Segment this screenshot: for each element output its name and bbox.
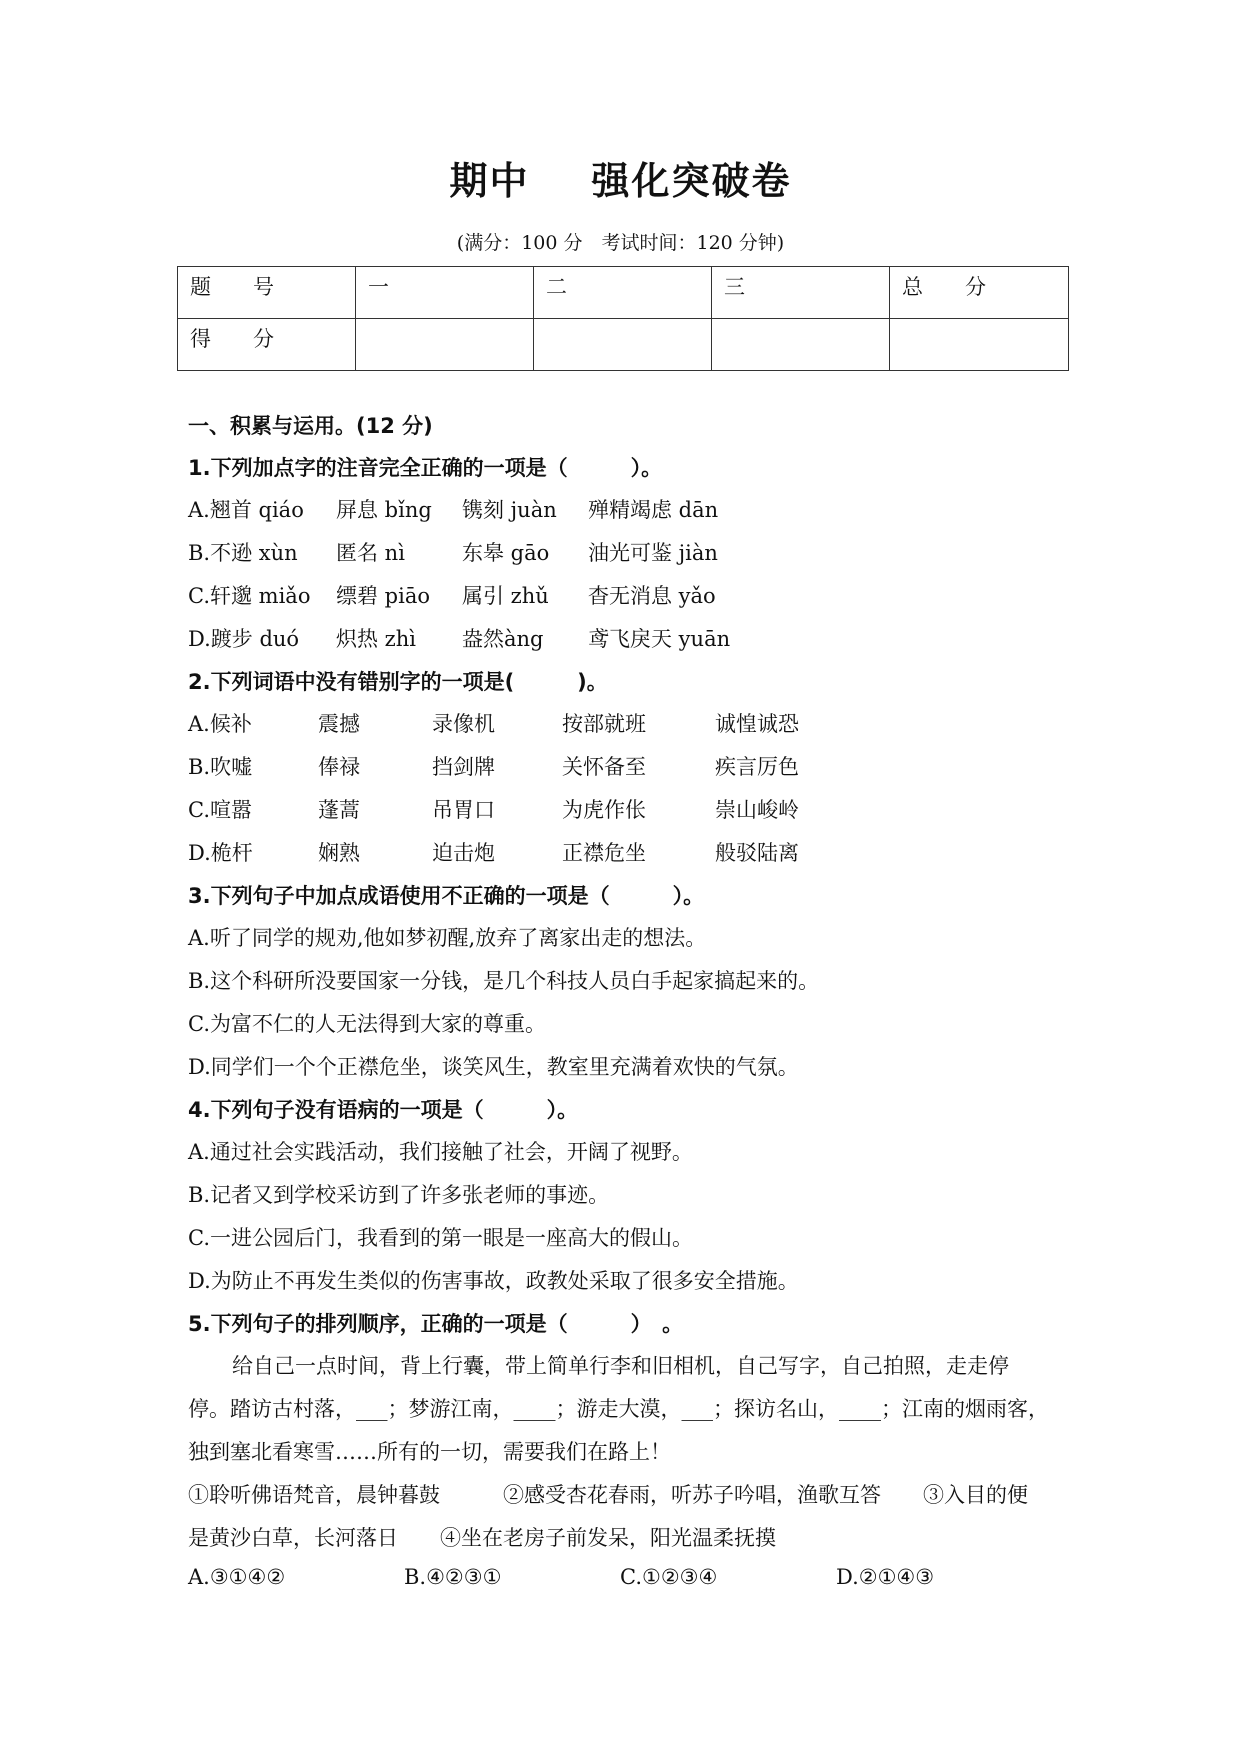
option-item: 崇山峻岭: [715, 798, 799, 822]
score-table-header-row: [178, 267, 1069, 319]
option-item: 录像机: [432, 712, 495, 736]
option-item: 为虎作伥: [562, 798, 646, 822]
option-item: A.翘首 qiáo: [188, 498, 304, 522]
exam-title: [0, 150, 1241, 205]
title-part2: 强化突破卷: [591, 158, 792, 203]
option-item: D.踱步 duó: [188, 627, 300, 651]
option-line: B.记者又到学校采访到了许多张老师的事迹。: [188, 1183, 610, 1207]
option-line: A.通过社会实践活动，我们接触了社会，开阔了视野。: [188, 1140, 693, 1164]
option-item: 匿名 nì: [336, 541, 405, 565]
question-stem: 3.下列句子中加点成语使用不正确的一项是（ ）。: [188, 884, 705, 908]
option-item: 按部就班: [562, 712, 646, 736]
option-item: B.不逊 xùn: [188, 541, 298, 565]
title-part1: 期中: [449, 158, 530, 203]
score-header-cell: 二: [534, 267, 712, 319]
option-line: D.同学们一个个正襟危坐，谈笑风生，教室里充满着欢快的气氛。: [188, 1055, 799, 1079]
score-cell: [534, 319, 712, 371]
score-table-score-row: [178, 319, 1069, 371]
option-item: 蓬蒿: [318, 798, 360, 822]
score-header-cell: 三: [712, 267, 890, 319]
option-item: B.吹嘘: [188, 755, 253, 779]
option-item: 吊胃口: [432, 798, 495, 822]
option-item: 屏息 bǐng: [336, 498, 432, 522]
score-cell: [712, 319, 890, 371]
items-line: 是黄沙白草，长河落日 ④坐在老房子前发呆，阳光温柔抚摸: [188, 1526, 776, 1550]
passage-line: 停。踏访古村落，___；梦游江南，____；游走大漠，___；探访名山，____；江南的烟雨客，: [188, 1397, 1049, 1421]
option-item: 娴熟: [318, 841, 360, 865]
option-line: C.一进公园后门，我看到的第一眼是一座高大的假山。: [188, 1226, 693, 1250]
option-line: A.听了同学的规劝,他如梦初醒,放弃了离家出走的想法。: [188, 926, 707, 950]
option-item: 诚惶诚恐: [715, 712, 799, 736]
score-header-cell: 总 分: [890, 267, 1069, 319]
option-item: 鸢飞戾天 yuān: [588, 627, 731, 651]
choice-item: D.②①④③: [836, 1565, 935, 1589]
option-item: A.候补: [188, 712, 252, 736]
question-stem: 5.下列句子的排列顺序，正确的一项是（ ） 。: [188, 1312, 684, 1336]
option-item: 正襟危坐: [562, 841, 646, 865]
question-stem: 4.下列句子没有语病的一项是（ ）。: [188, 1098, 579, 1122]
option-line: C.为富不仁的人无法得到大家的尊重。: [188, 1012, 546, 1036]
option-item: 殚精竭虑 dān: [588, 498, 719, 522]
option-item: C.轩邈 miǎo: [188, 584, 311, 608]
option-line: B.这个科研所没要国家一分钱，是几个科技人员白手起家搞起来的。: [188, 969, 820, 993]
option-item: D.桅杆: [188, 841, 253, 865]
choice-item: B.④②③①: [404, 1565, 502, 1589]
score-row-label: 得 分: [178, 319, 356, 371]
option-item: C.喧嚣: [188, 798, 252, 822]
option-item: 炽热 zhì: [336, 627, 416, 651]
passage-line: 给自己一点时间，背上行囊，带上简单行李和旧相机，自己写字，自己拍照，走走停: [232, 1354, 1009, 1378]
option-item: 东皋 gāo: [462, 541, 550, 565]
choice-item: C.①②③④: [620, 1565, 718, 1589]
option-item: 迫击炮: [432, 841, 495, 865]
score-cell: [356, 319, 534, 371]
option-item: 缥碧 piāo: [336, 584, 430, 608]
score-table: [177, 266, 1069, 371]
score-header-cell: 题 号: [178, 267, 356, 319]
option-item: 般驳陆离: [715, 841, 799, 865]
option-line: D.为防止不再发生类似的伤害事故，政教处采取了很多安全措施。: [188, 1269, 799, 1293]
score-cell: [890, 319, 1069, 371]
option-item: 盎然àng: [462, 627, 544, 651]
option-item: 震撼: [318, 712, 360, 736]
items-line: ①聆听佛语梵音，晨钟暮鼓 ②感受杏花春雨，听苏子吟唱，渔歌互答 ③入目的便: [188, 1483, 1028, 1507]
section-heading: 一、积累与运用。(12 分): [188, 414, 433, 438]
option-item: 疾言厉色: [715, 755, 799, 779]
choice-item: A.③①④②: [188, 1565, 286, 1589]
option-item: 关怀备至: [562, 755, 646, 779]
score-header-cell: 一: [356, 267, 534, 319]
option-item: 属引 zhǔ: [462, 584, 549, 608]
passage-line: 独到塞北看寒雪……所有的一切，需要我们在路上！: [188, 1440, 671, 1464]
option-item: 油光可鉴 jiàn: [588, 541, 718, 565]
option-item: 杳无消息 yǎo: [588, 584, 716, 608]
option-item: 俸禄: [318, 755, 360, 779]
question-stem: 2.下列词语中没有错别字的一项是( )。: [188, 670, 608, 694]
option-item: 挡剑牌: [432, 755, 495, 779]
option-item: 镌刻 juàn: [462, 498, 557, 522]
exam-subtitle: (满分：100 分 考试时间：120 分钟): [456, 232, 785, 254]
question-stem: 1.下列加点字的注音完全正确的一项是（ ）。: [188, 456, 663, 480]
